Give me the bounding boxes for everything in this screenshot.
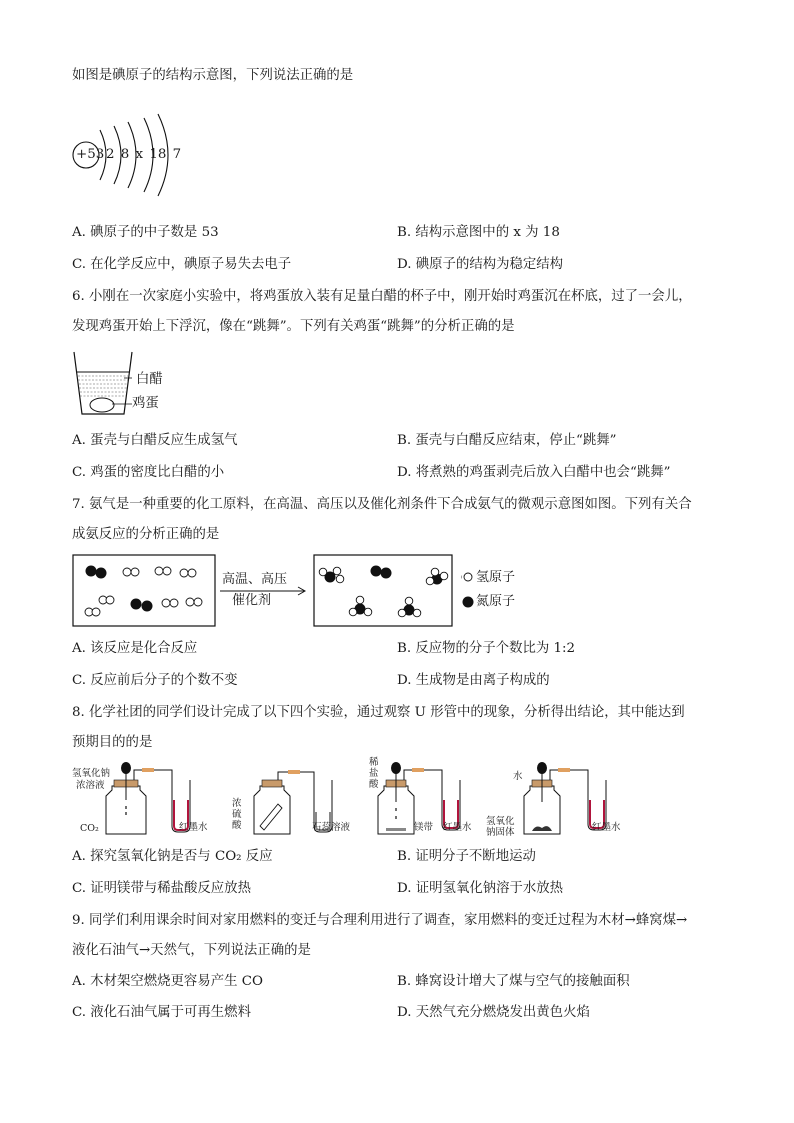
q9-option-b: B. 蜂窝设计增大了煤与空气的接触面积 (397, 974, 630, 989)
label-vinegar: 白醋 (136, 372, 163, 387)
reaction-condition-top: 高温、高压 (222, 572, 288, 587)
q6-option-b: B. 蛋壳与白醋反应结束，停止“跳舞” (397, 433, 617, 448)
reaction-condition-bottom: 催化剂 (232, 593, 272, 608)
electron-shells: 2 8 x 18 7 (106, 147, 182, 162)
q6-option-c: C. 鸡蛋的密度比白醋的小 (72, 465, 225, 480)
legend-hydrogen-label: 氢原子 (476, 570, 516, 585)
b-reagent-line1: 浓 (232, 798, 242, 809)
d-solid-line2: 钠固体 (486, 827, 515, 838)
b-liquid-label: 石蕊溶液 (312, 822, 351, 833)
a-reagent-line1: 氢氧化钠 (72, 768, 111, 779)
a-gas-label: CO₂ (80, 823, 99, 834)
q8-stem-line1: 8. 化学社团的同学们设计完成了以下四个实验，通过观察 U 形管中的现象，分析得出结论，其中能达到 (72, 705, 685, 720)
c-solid-label: 镁带 (414, 822, 434, 833)
q6-stem-line2: 发现鸡蛋开始上下浮沉，像在“跳舞”。下列有关鸡蛋“跳舞”的分析正确的是 (72, 319, 515, 334)
c-reagent-line1: 稀 (369, 757, 379, 768)
c-liquid-label: 红墨水 (443, 822, 472, 833)
legend-hydrogen-icon (462, 571, 474, 583)
d-reagent-label: 水 (513, 771, 523, 782)
q7-option-d: D. 生成物是由离子构成的 (397, 673, 550, 688)
q9-option-c: C. 液化石油气属于可再生燃料 (72, 1005, 251, 1020)
a-reagent-line2: 浓溶液 (76, 780, 105, 791)
q9-option-a: A. 木材架空燃烧更容易产生 CO (72, 974, 263, 989)
q7-option-c: C. 反应前后分子的个数不变 (72, 673, 238, 688)
q7-option-b: B. 反应物的分子个数比为 1:2 (397, 641, 576, 656)
legend-nitrogen-icon (461, 595, 475, 609)
q5-option-d: D. 碘原子的结构为稳定结构 (397, 257, 564, 272)
q8-option-c: C. 证明镁带与稀盐酸反应放热 (72, 881, 251, 896)
d-solid-line1: 氢氧化 (486, 816, 515, 827)
q9-option-d: D. 天然气充分燃烧发出黄色火焰 (397, 1005, 590, 1020)
label-egg: 鸡蛋 (132, 396, 159, 411)
q9-stem-line1: 9. 同学们利用课余时间对家用燃料的变迁与合理利用进行了调查，家用燃料的变迁过程为木材→蜂窝煤→ (72, 913, 688, 928)
q9-stem-line2: 液化石油气→天然气，下列说法正确的是 (72, 943, 311, 958)
q5-option-c: C. 在化学反应中，碘原子易失去电子 (72, 257, 292, 272)
q5-stem: 如图是碘原子的结构示意图，下列说法正确的是 (72, 68, 354, 83)
q8-option-a: A. 探究氢氧化钠是否与 CO₂ 反应 (72, 849, 273, 864)
b-reagent-line2: 硫 (232, 809, 242, 820)
q8-stem-line2: 预期目的的是 (72, 735, 153, 750)
nucleus-charge: +53 (76, 147, 105, 162)
q7-stem-line1: 7. 氨气是一种重要的化工原料，在高温、高压以及催化剂条件下合成氨气的微观示意图如图。下列有关合 (72, 497, 692, 512)
q5-option-b: B. 结构示意图中的 x 为 18 (397, 225, 560, 240)
q8-option-d: D. 证明氢氧化钠溶于水放热 (397, 881, 564, 896)
q6-option-d: D. 将煮熟的鸡蛋剥壳后放入白醋中也会“跳舞” (397, 465, 671, 480)
q5-option-a: A. 碘原子的中子数是 53 (72, 225, 219, 240)
a-liquid-label: 红墨水 (179, 822, 208, 833)
egg-cup-figure (72, 350, 134, 416)
q6-option-a: A. 蛋壳与白醋反应生成氢气 (72, 433, 238, 448)
c-reagent-line2: 盐 (369, 768, 379, 779)
q8-option-b: B. 证明分子不断地运动 (397, 849, 536, 864)
b-reagent-line3: 酸 (232, 820, 242, 831)
q7-stem-line2: 成氨反应的分析正确的是 (72, 527, 220, 542)
q7-option-a: A. 该反应是化合反应 (72, 641, 198, 656)
legend-nitrogen-label: 氮原子 (476, 594, 516, 609)
c-reagent-line3: 酸 (369, 779, 379, 790)
q6-stem-line1: 6. 小刚在一次家庭小实验中，将鸡蛋放入装有足量白醋的杯子中，刚开始时鸡蛋沉在杯底，过了一会儿， (72, 289, 692, 304)
d-liquid-label: 红墨水 (592, 822, 621, 833)
